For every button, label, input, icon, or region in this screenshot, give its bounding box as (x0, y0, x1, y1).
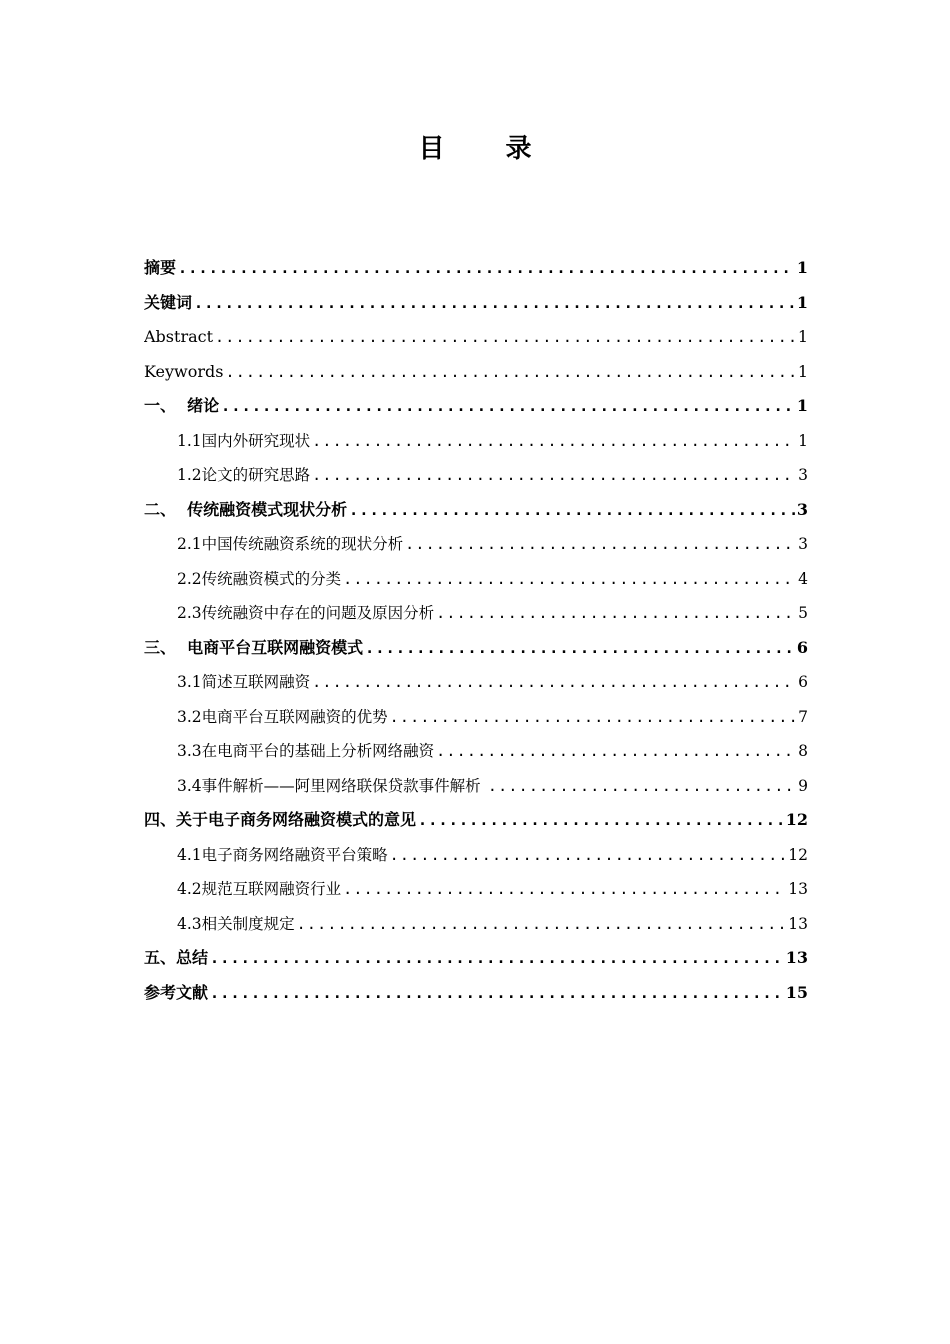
table-of-contents (144, 253, 808, 1012)
toc-dot-leader (194, 288, 795, 318)
toc-dot-leader (390, 702, 796, 732)
toc-entry-label: 2.2传统融资模式的分类 (177, 569, 342, 588)
toc-entry-page: 1 (798, 431, 808, 450)
toc-entry-label: 4.1电子商务网络融资平台策略 (177, 845, 388, 864)
toc-entry-page: 3 (798, 466, 808, 484)
toc-entry[interactable] (144, 460, 808, 495)
toc-dot-leader (210, 978, 784, 1008)
toc-entry-label: Keywords (144, 361, 224, 381)
toc-entry[interactable] (144, 253, 808, 288)
toc-entry-page: 1 (797, 327, 808, 346)
toc-dot-leader (418, 805, 784, 835)
toc-entry-page: 6 (798, 673, 808, 691)
toc-entry-page: 15 (785, 982, 808, 1002)
toc-entry-label: 参考文献 (144, 982, 209, 1002)
toc-entry[interactable] (144, 633, 808, 668)
toc-entry-page: 8 (798, 742, 808, 760)
toc-entry-label: 五、总结 (144, 948, 209, 967)
toc-entry[interactable] (144, 909, 808, 944)
toc-entry-page: 7 (798, 707, 808, 726)
toc-dot-leader (221, 391, 795, 421)
toc-entry-label: 2.1中国传统融资系统的现状分析 (177, 535, 404, 553)
toc-entry-label: Abstract (144, 327, 214, 346)
toc-entry-label: 4.3相关制度规定 (177, 914, 295, 933)
toc-entry[interactable] (144, 322, 808, 357)
toc-dot-leader (365, 633, 795, 663)
toc-entry[interactable] (144, 978, 808, 1013)
toc-entry-label: 1.1国内外研究现状 (177, 431, 311, 450)
toc-entry[interactable] (144, 702, 808, 737)
toc-dot-leader (390, 840, 787, 870)
toc-dot-leader (488, 771, 796, 801)
toc-entry[interactable] (144, 529, 808, 564)
toc-dot-leader (225, 357, 795, 387)
toc-entry-label: 3.1简述互联网融资 (177, 673, 311, 691)
toc-entry[interactable] (144, 840, 808, 875)
toc-dot-leader (343, 564, 796, 594)
toc-entry[interactable] (144, 391, 808, 426)
toc-dot-leader (312, 667, 796, 697)
toc-entry-label: 摘要 (144, 258, 177, 277)
toc-dot-leader (405, 529, 796, 559)
toc-entry-page: 1 (796, 258, 808, 277)
toc-entry-label: 二、 传统融资模式现状分析 (144, 499, 348, 519)
toc-entry[interactable] (144, 564, 808, 599)
toc-entry-label: 一、 绪论 (144, 396, 220, 415)
toc-dot-leader (297, 909, 787, 939)
toc-entry-page: 6 (796, 637, 808, 657)
toc-entry-label: 三、 电商平台互联网融资模式 (144, 637, 364, 657)
toc-entry-page: 13 (788, 880, 808, 898)
toc-dot-leader (343, 874, 786, 904)
toc-entry-page: 9 (798, 776, 808, 795)
toc-entry-page: 12 (785, 810, 808, 829)
toc-dot-leader (436, 736, 796, 766)
toc-entry-label: 1.2论文的研究思路 (177, 466, 311, 484)
toc-entry-label: 3.2电商平台互联网融资的优势 (177, 707, 388, 726)
toc-entry[interactable] (144, 357, 808, 392)
page-title: 目 录 (418, 134, 558, 164)
toc-entry-label: 4.2规范互联网融资行业 (177, 880, 342, 898)
toc-entry[interactable] (144, 495, 808, 530)
toc-entry[interactable] (144, 874, 808, 909)
toc-dot-leader (178, 253, 795, 283)
toc-entry-label: 3.3在电商平台的基础上分析网络融资 (177, 742, 435, 760)
toc-entry-page: 1 (797, 361, 808, 381)
toc-dot-leader (312, 460, 796, 490)
toc-dot-leader (215, 322, 796, 352)
toc-entry[interactable] (144, 943, 808, 978)
toc-dot-leader (210, 943, 784, 973)
toc-entry-page: 4 (798, 569, 808, 588)
toc-entry-page: 12 (788, 845, 808, 864)
toc-entry-page: 3 (798, 535, 808, 553)
toc-entry-page: 13 (785, 948, 808, 967)
toc-entry[interactable] (144, 771, 808, 806)
toc-entry-page: 1 (796, 292, 808, 312)
toc-entry-page: 5 (798, 604, 808, 622)
toc-entry-label: 四、关于电子商务网络融资模式的意见 (144, 810, 417, 829)
toc-entry-label: 关键词 (144, 292, 193, 312)
toc-entry[interactable] (144, 426, 808, 461)
toc-entry-label: 3.4事件解析——阿里网络联保贷款事件解析 (177, 776, 481, 795)
toc-dot-leader (436, 598, 796, 628)
toc-entry[interactable] (144, 667, 808, 702)
toc-entry[interactable] (144, 736, 808, 771)
toc-entry-page: 3 (796, 499, 808, 519)
toc-entry[interactable] (144, 598, 808, 633)
toc-entry-page: 13 (788, 914, 808, 933)
toc-dot-leader (312, 426, 796, 456)
toc-entry-page: 1 (796, 396, 808, 415)
toc-dot-leader (349, 495, 795, 525)
toc-entry-label: 2.3传统融资中存在的问题及原因分析 (177, 604, 435, 622)
toc-entry[interactable] (144, 288, 808, 323)
toc-entry[interactable] (144, 805, 808, 840)
